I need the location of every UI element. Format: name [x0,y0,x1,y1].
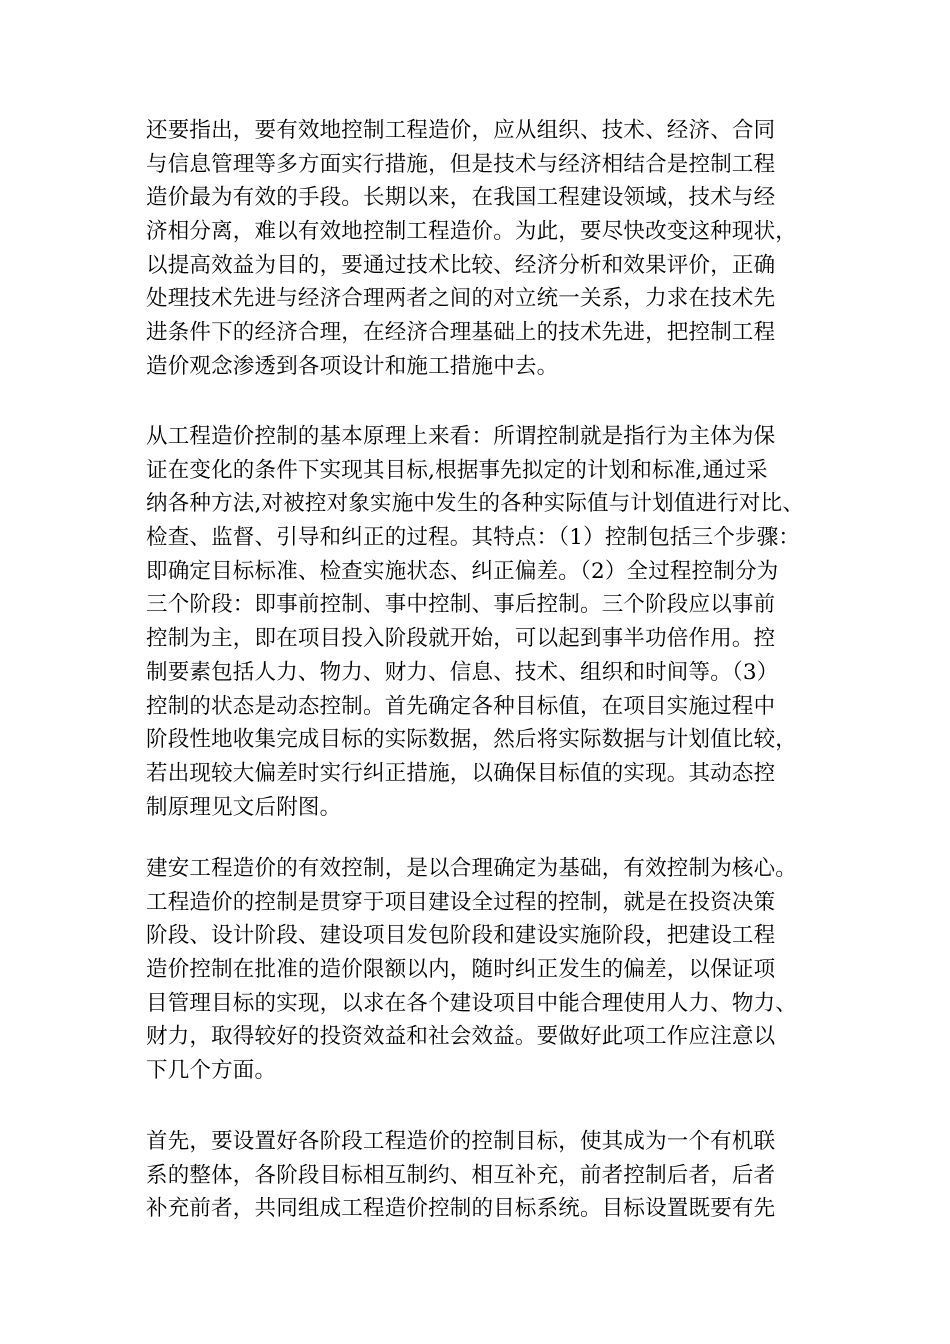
text-line: 控制的状态是动态控制。首先确定各种目标值，在项目实施过程中 [146,693,776,719]
text-line: 三个阶段：即事前控制、事中控制、事后控制。三个阶段应以事前 [146,592,776,618]
paragraph-cost-control-measures [146,114,806,384]
text-line: 若出现较大偏差时实行纠正措施，以确保目标值的实现。其动态控 [146,760,776,786]
text-line: 阶段性地收集完成目标的实际数据，然后将实际数据与计划值比较， [146,727,798,753]
text-line: 制原理见文后附图。 [146,794,342,820]
text-line: 下几个方面。 [146,1058,277,1084]
text-line: 系的整体，各阶段目标相互制约、相互补充，前者控制后者，后者 [146,1162,776,1188]
text-line: 建安工程造价的有效控制，是以合理确定为基础，有效控制为核心。 [146,856,798,881]
text-line: 控制为主，即在项目投入阶段就开始，可以起到事半功倍作用。控 [146,626,776,652]
text-line: 证在变化的条件下实现其目标,根据事先拟定的计划和标准,通过采 [146,457,768,483]
text-line: 进条件下的经济合理，在经济合理基础上的技术先进，把控制工程 [146,320,776,346]
paragraph-control-principles [146,420,806,824]
text-line: 从工程造价控制的基本原理上来看：所谓控制就是指行为主体为保 [146,424,776,449]
text-line: 目管理目标的实现，以求在各个建设项目中能合理使用人力、物力、 [146,990,798,1016]
text-line: 补充前者，共同组成工程造价控制的目标系统。目标设置既要有先 [146,1196,776,1222]
text-line: 财力，取得较好的投资效益和社会效益。要做好此项工作应注意以 [146,1024,776,1050]
text-line: 即确定目标标准、检查实施状态、纠正偏差。（2）全过程控制分为 [146,558,779,584]
text-line: 首先，要设置好各阶段工程造价的控制目标，使其成为一个有机联 [146,1129,776,1154]
paragraph-effective-control [146,852,806,1088]
text-line: 以提高效益为目的，要通过技术比较、经济分析和效果评价，正确 [146,252,776,278]
text-line: 制要素包括人力、物力、财力、信息、技术、组织和时间等。（3） [146,659,779,685]
paragraph-control-targets [146,1125,806,1226]
text-line: 造价控制在批准的造价限额以内，随时纠正发生的偏差，以保证项 [146,957,776,983]
text-line: 处理技术先进与经济合理两者之间的对立统一关系，力求在技术先 [146,286,776,312]
text-line: 还要指出，要有效地控制工程造价，应从组织、技术、经济、合同 [146,118,776,143]
text-line: 造价最为有效的手段。长期以来，在我国工程建设领域，技术与经 [146,185,776,211]
text-line: 纳各种方法,对被控对象实施中发生的各种实际值与计划值进行对比、 [146,491,805,517]
text-line: 检查、监督、引导和纠正的过程。其特点：（1）控制包括三个步骤： [146,525,801,551]
text-line: 工程造价的控制是贯穿于项目建设全过程的控制，就是在投资决策 [146,889,776,915]
text-line: 与信息管理等多方面实行措施，但是技术与经济相结合是控制工程 [146,151,776,177]
text-line: 阶段、设计阶段、建设项目发包阶段和建设实施阶段，把建设工程 [146,923,776,949]
text-line: 造价观念渗透到各项设计和施工措施中去。 [146,353,559,379]
text-line: 济相分离，难以有效地控制工程造价。为此，要尽快改变这种现状， [146,219,798,245]
